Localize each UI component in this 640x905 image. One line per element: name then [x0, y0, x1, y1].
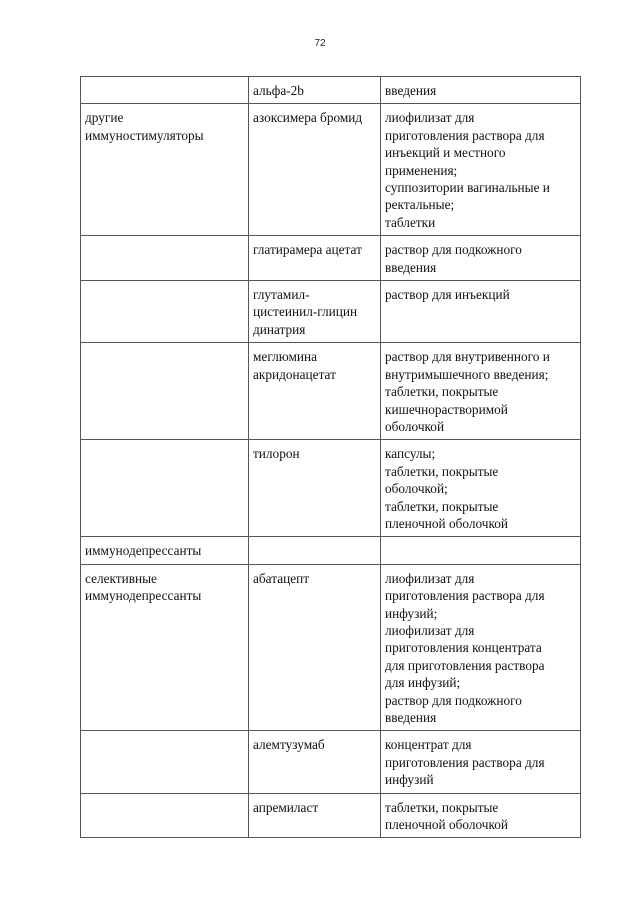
dosage-form-cell: введения: [381, 77, 581, 104]
group-cell: [81, 281, 249, 343]
table-row: [81, 731, 581, 793]
drug-name-cell: меглюмина акридонацетат: [249, 343, 381, 440]
table-row: [81, 104, 581, 236]
dosage-form-cell: раствор для инъекций: [381, 281, 581, 343]
group-cell: [81, 731, 249, 793]
drug-name-cell: тилорон: [249, 440, 381, 537]
drug-name-cell: азоксимера бромид: [249, 104, 381, 236]
dosage-form-cell: лиофилизат для приготовления раствора для инфузий; лиофилизат для приготовления концентрата для приготовления раствора для инфузий; раствор для подкожного введения: [381, 564, 581, 731]
page-number: 72: [314, 38, 326, 49]
drug-table-body: [81, 77, 581, 838]
dosage-form-cell: лиофилизат для приготовления раствора для инъекций и местного применения; суппозитории вагинальные и ректальные; таблетки: [381, 104, 581, 236]
table-row: [81, 281, 581, 343]
dosage-form-cell: [381, 537, 581, 564]
table-row: [81, 343, 581, 440]
table-row: [81, 564, 581, 731]
dosage-form-cell: таблетки, покрытые пленочной оболочкой: [381, 793, 581, 838]
group-cell: [81, 793, 249, 838]
drug-name-cell: глутамил- цистеинил-глицин динатрия: [249, 281, 381, 343]
group-cell: [81, 77, 249, 104]
table-row: [81, 77, 581, 104]
group-cell: иммунодепрессанты: [81, 537, 249, 564]
group-cell: селективные иммунодепрессанты: [81, 564, 249, 731]
dosage-form-cell: раствор для подкожного введения: [381, 236, 581, 281]
dosage-form-cell: концентрат для приготовления раствора для инфузий: [381, 731, 581, 793]
group-cell: другие иммуностимуляторы: [81, 104, 249, 236]
table-row: [81, 440, 581, 537]
drug-name-cell: абатацепт: [249, 564, 381, 731]
table-row: [81, 537, 581, 564]
drug-name-cell: апремиласт: [249, 793, 381, 838]
drug-name-cell: альфа-2b: [249, 77, 381, 104]
group-cell: [81, 440, 249, 537]
table-row: [81, 793, 581, 838]
group-cell: [81, 343, 249, 440]
drug-name-cell: [249, 537, 381, 564]
group-cell: [81, 236, 249, 281]
dosage-form-cell: капсулы; таблетки, покрытые оболочкой; таблетки, покрытые пленочной оболочкой: [381, 440, 581, 537]
drug-table: [80, 76, 581, 838]
table-row: [81, 236, 581, 281]
dosage-form-cell: раствор для внутривенного и внутримышечного введения; таблетки, покрытые кишечнорастворимой оболочкой: [381, 343, 581, 440]
drug-name-cell: алемтузумаб: [249, 731, 381, 793]
drug-name-cell: глатирамера ацетат: [249, 236, 381, 281]
